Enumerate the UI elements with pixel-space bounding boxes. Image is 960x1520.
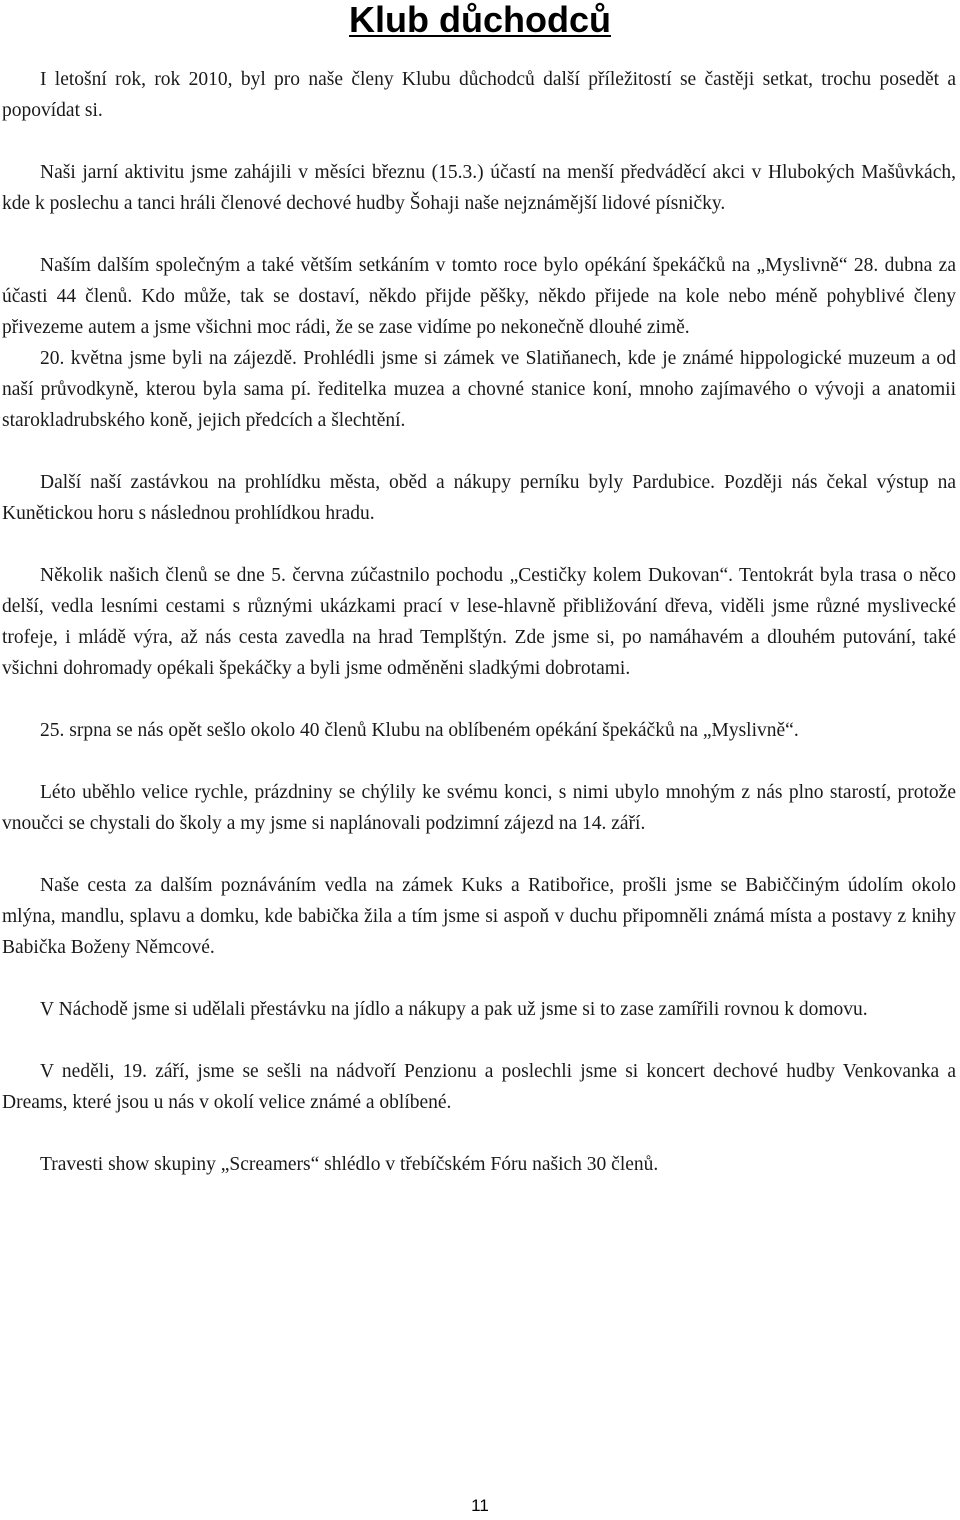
page-title: Klub důchodců bbox=[349, 0, 611, 40]
paragraph-myslivna-april: Naším dalším společným a také větším setkáním v tomto roce bylo opékání špekáčků na „Myslivně“ 28. dubna za účasti 44 členů. Kdo může, tak se dostaví, někdo přijde pěšky, někdo přijede na kole nebo méně pohyblivé členy přivezeme autem a jsme všichni moc rádi, že se zase vidíme po nekonečně dlouhé zimě. bbox=[2, 255, 956, 338]
paragraph-kuks-trip: Naše cesta za dalším poznáváním vedla na zámek Kuks a Ratibořice, prošli jsme se Babiččiným údolím okolo mlýna, mandlu, splavu a domku, kde babička žila a tím jsme si aspoň v duchu připomněli známá místa a postavy z knihy Babička Boženy Němcové. bbox=[2, 875, 956, 958]
paragraph-spring-activity: Naši jarní aktivitu jsme zahájili v měsíci březnu (15.3.) účastí na menší předváděcí akci v Hlubokých Mašůvkách, kde k poslechu a tanci hráli členové dechové hudby Šohaji naše nejznámější lidové písničky. bbox=[2, 162, 956, 214]
page-number: 11 bbox=[471, 1496, 489, 1515]
paragraph-travesti-show: Travesti show skupiny „Screamers“ shlédlo v třebíčském Fóru našich 30 členů. bbox=[40, 1154, 659, 1175]
paragraph-june-hike: Několik našich členů se dne 5. června zúčastnilo pochodu „Cestičky kolem Dukovan“. Tentokrát byla trasa o něco delší, vedla lesními cestami s různými ukázkami prací v lese-hlavně přibližování dřeva, viděli jsme různé myslivecké trofeje, i mládě výra, až nás cesta zavedla na hrad Templštýn. Zde jsme si, po namáhavém a dlouhém putování, také všichni dohromady opékali špekáčky a byli jsme odměněni sladkými dobrotami. bbox=[2, 565, 956, 679]
paragraph-august-meeting: 25. srpna se nás opět sešlo okolo 40 členů Klubu na oblíbeném opékání špekáčků na „Myslivně“. bbox=[40, 720, 799, 741]
paragraph-summer-end: Léto uběhlo velice rychle, prázdniny se chýlily ke svému konci, s nimi ubylo mnohým z nás plno starostí, protože vnoučci se chystali do školy a my jsme si naplánovali podzimní zájezd na 14. září. bbox=[2, 782, 956, 834]
paragraph-pardubice: Další naší zastávkou na prohlídku města, oběd a nákupy perníku byly Pardubice. Později nás čekal výstup na Kunětickou horu s následnou prohlídkou hradu. bbox=[2, 472, 956, 524]
paragraph-concert: V neděli, 19. září, jsme se sešli na nádvoří Penzionu a poslechli jsme si koncert dechové hudby Venkovanka a Dreams, které jsou u nás v okolí velice známé a oblíbené. bbox=[2, 1061, 956, 1113]
paragraph-may-trip: 20. května jsme byli na zájezdě. Prohlédli jsme si zámek ve Slatiňanech, kde je známé hippologické muzeum a od naší průvodkyně, kterou byla sama pí. ředitelka muzea a chovné stanice koní, mnoho zajímavého o vývoji a anatomii starokladrubského koně, jejich předcích a šlechtění. bbox=[2, 348, 956, 431]
paragraph-nachod: V Náchodě jsme si udělali přestávku na jídlo a nákupy a pak už jsme si to zase zamířili rovnou k domovu. bbox=[40, 999, 868, 1020]
article-body bbox=[2, 64, 956, 1180]
paragraph-intro: I letošní rok, rok 2010, byl pro naše členy Klubu důchodců další příležitostí se častěji setkat, trochu posedět a popovídat si. bbox=[2, 69, 956, 121]
